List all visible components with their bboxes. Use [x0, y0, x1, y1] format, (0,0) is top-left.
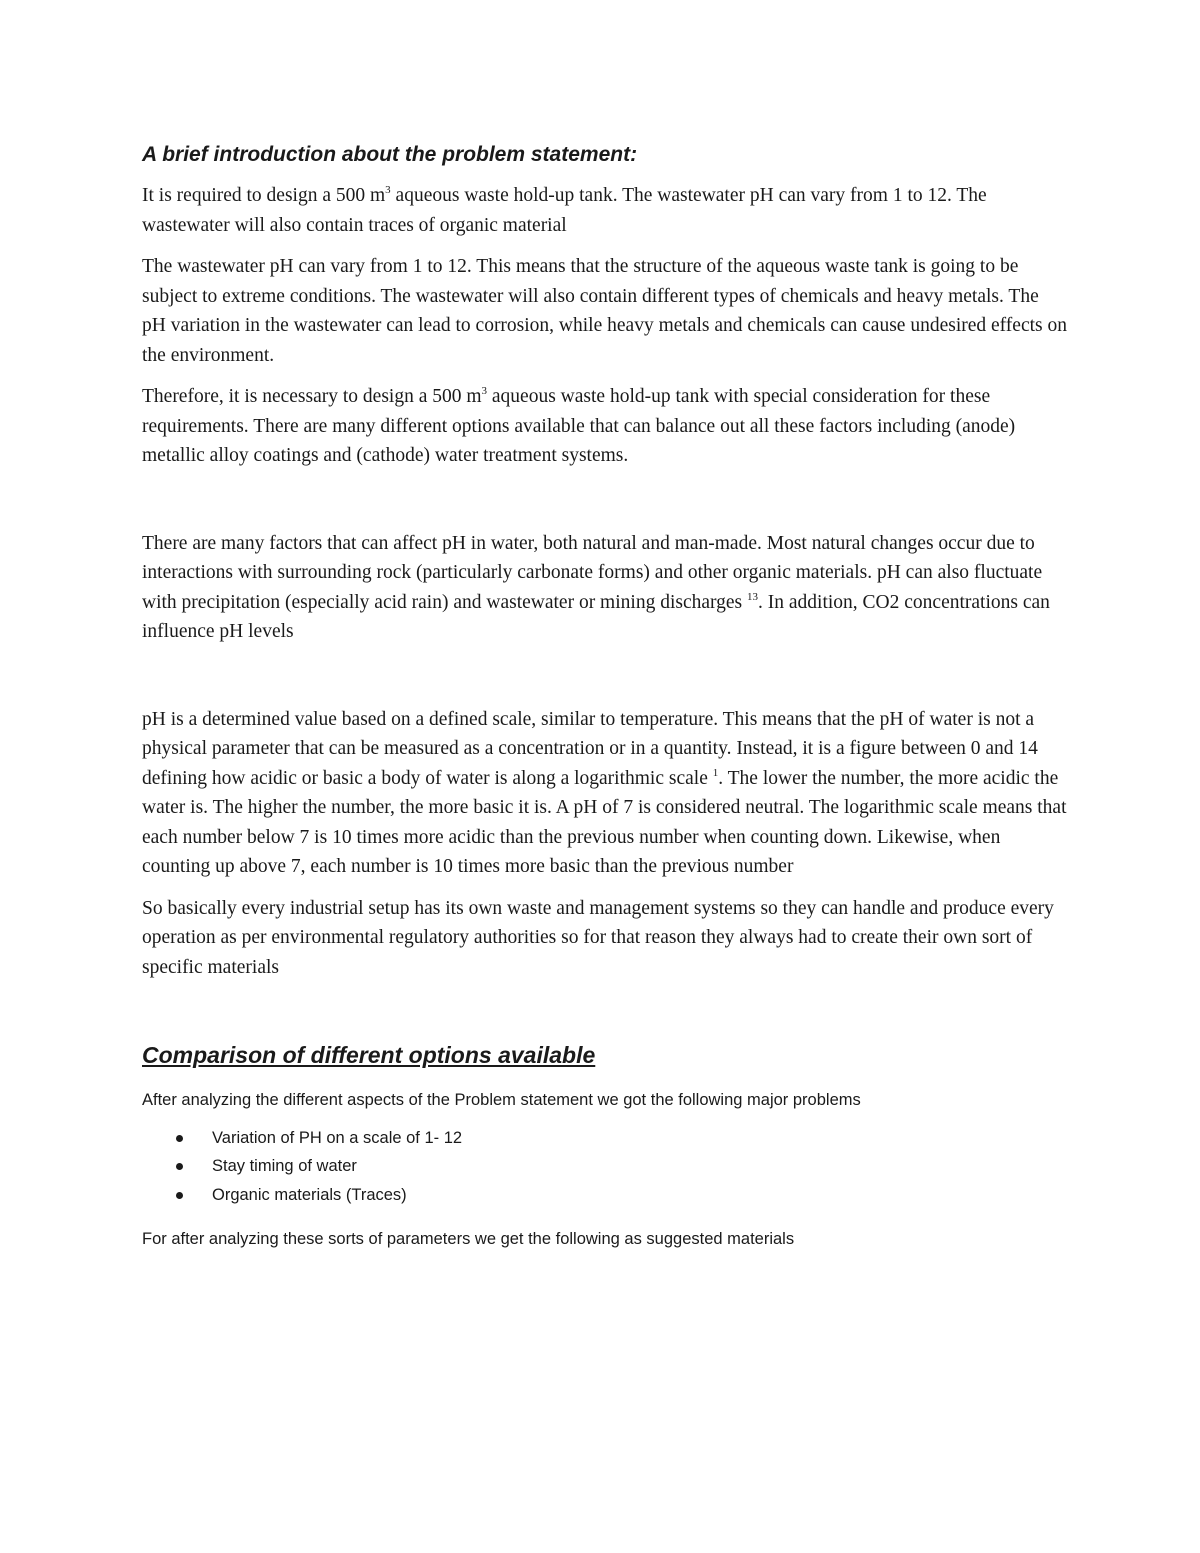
- paragraph-ph-variation: The wastewater pH can vary from 1 to 12. This means that the structure of the aqueous waste tank is going to be subject to extreme conditions. The wastewater will also contain different types of chemicals and heavy metals. The pH variation in the wastewater can lead to corrosion, while heavy metals and chemicals can cause undesired effects on the environment.: [142, 256, 1067, 366]
- paragraph-text: It is required to design a 500 m: [142, 185, 386, 207]
- list-item-text: Variation of PH on a scale of 1- 12: [212, 1128, 463, 1147]
- spacer: [142, 483, 1067, 529]
- paragraph-text: aqueous waste hold-up tank. The wastewater pH can vary from 1 to 12. The wastewater will also contain traces of organic material: [142, 185, 987, 236]
- list-item-text: Stay timing of water: [212, 1157, 357, 1176]
- section-heading-introduction: A brief introduction about the problem statement:: [142, 143, 638, 166]
- bullet-icon: [176, 1163, 183, 1170]
- paragraph-suggested-materials: For after analyzing these sorts of parameters we get the following as suggested materials: [142, 1230, 795, 1249]
- list-item: [142, 1124, 1067, 1153]
- citation-superscript: 13: [747, 590, 759, 603]
- paragraph-text: Therefore, it is necessary to design a 500 m: [142, 386, 482, 408]
- section-heading-comparison: Comparison of different options available: [142, 1042, 596, 1069]
- spacer: [142, 659, 1067, 705]
- citation-superscript: 1: [712, 766, 719, 779]
- paragraph-text: pH is a determined value based on a defined scale, similar to temperature. This means that the pH of water is not a physical parameter that can be measured as a concentration or in a quantity. Instead, it is a figure between 0 and 14 defining how acidic or basic a body of water is along a logarithmic scale: [142, 708, 1038, 789]
- paragraph-text: aqueous waste hold-up tank with special consideration for these requirements. There are many different options available that can balance out all these factors including (anode) metallic alloy coatings and (cathode) water treatment systems.: [142, 386, 1016, 467]
- list-item: [142, 1181, 1067, 1210]
- list-item-text: Organic materials (Traces): [212, 1185, 407, 1204]
- paragraph-design-requirement: [142, 181, 1067, 240]
- paragraph-ph-factors: [142, 529, 1067, 647]
- paragraph-design-consideration: [142, 382, 1067, 471]
- paragraph-industrial-setup: So basically every industrial setup has its own waste and management systems so they can handle and produce every operation as per environmental regulatory authorities so for that reason they always had to create their own sort of specific materials: [142, 897, 1054, 978]
- paragraph-ph-scale: [142, 705, 1067, 882]
- paragraph-text: . In addition, CO2 concentrations can influence pH levels: [142, 591, 1050, 643]
- superscript: 3: [481, 385, 488, 398]
- document-content: [142, 142, 1067, 1263]
- list-item: [142, 1152, 1067, 1181]
- superscript: 3: [385, 184, 391, 197]
- paragraph-analysis-intro: After analyzing the different aspects of the Problem statement we got the following major problems: [142, 1090, 861, 1109]
- bullet-icon: [176, 1135, 183, 1142]
- spacer: [142, 994, 1067, 1042]
- problems-list: [142, 1124, 1067, 1210]
- bullet-icon: [176, 1192, 183, 1199]
- paragraph-text: . The lower the number, the more acidic the water is. The higher the number, the more basic it is. A pH of 7 is considered neutral. The logarithmic scale means that each number below 7 is 10 times more acidic than the previous number when counting down. Likewise, when counting up above 7, each number is 10 times more basic than the previous number: [142, 767, 1067, 878]
- paragraph-text: There are many factors that can affect pH in water, both natural and man-made. Most natural changes occur due to interactions with surrounding rock (particularly carbonate forms) and other organic materials. pH can also fluctuate with precipitation (especially acid rain) and wastewater or mining discharges: [142, 532, 1043, 613]
